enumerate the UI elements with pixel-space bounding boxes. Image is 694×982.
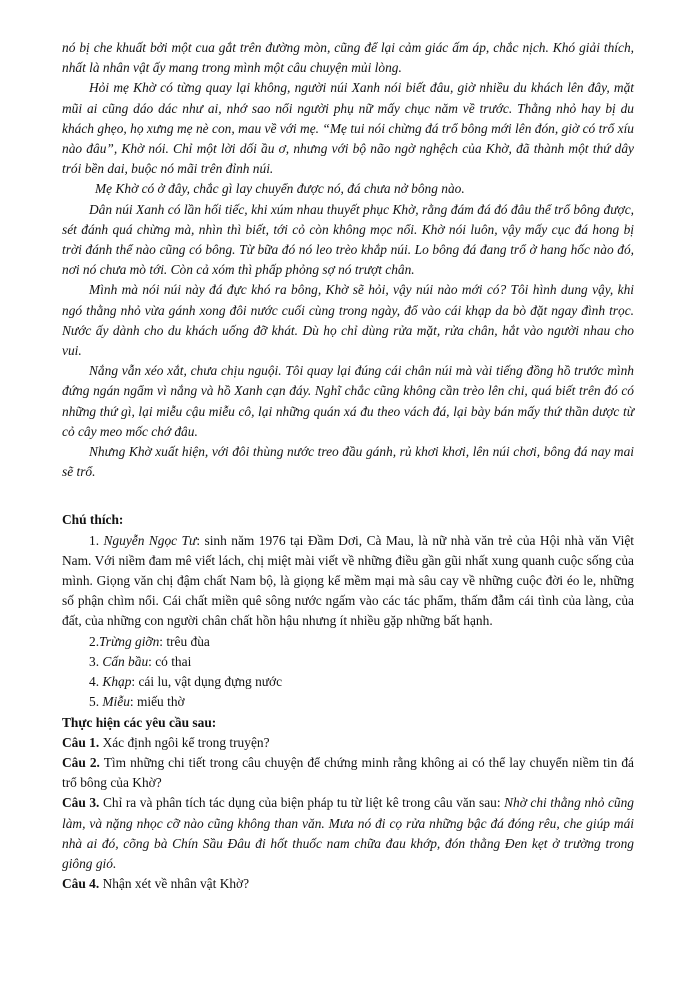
question-text: Chỉ ra và phân tích tác dụng của biện pháp tu từ liệt kê trong câu văn sau: xyxy=(99,795,505,811)
story-paragraph: Mẹ Khờ có ở đây, chắc gì lay chuyển được nó, đá chưa nở bông nào. xyxy=(95,181,465,197)
notes-heading: Chú thích: xyxy=(62,512,124,528)
note-number: 4. xyxy=(89,674,103,690)
question-text: Xác định ngôi kể trong truyện? xyxy=(99,734,270,750)
question-label: Câu 4. xyxy=(62,876,100,892)
note-item xyxy=(62,632,634,652)
question-text: Nhận xét về nhân vật Khờ? xyxy=(99,876,250,892)
note-term: Miễu xyxy=(102,694,130,710)
note-number: 2. xyxy=(89,633,100,649)
tasks-heading: Thực hiện các yêu cầu sau: xyxy=(62,714,217,730)
note-item xyxy=(62,531,634,632)
section-gap xyxy=(62,482,634,510)
question-2 xyxy=(62,753,634,793)
note-item xyxy=(62,652,634,672)
note-definition: : sinh năm 1976 tại Đầm Dơi, Cà Mau, là nữ nhà văn trẻ của Hội nhà văn Việt Nam. Với niềm đam mê viết lách, chị miệt mài viết về những điều gần gũi nhất xung quanh cuộc sống của mình. Giọng văn chị đậm chất Nam bộ, là giọng kể mềm mại mà sâu cay về những cuộc đời éo le, những số phận chìm nổi. Cái chất miền quê sông nước ngấm vào các tác phẩm, thấm đẫm cái tình của làng, của đất, của những con người chân chất hồn hậu nhưng ít nhiều gặp những bất hạnh. xyxy=(62,532,635,629)
note-number: 5. xyxy=(89,694,103,710)
question-label: Câu 3. xyxy=(62,795,100,811)
story-paragraph: Dân núi Xanh có lần hối tiếc, khi xúm nhau thuyết phục Khờ, rằng đám đá đó đâu thể trổ bông được, sét đánh quá chừng mà, nhìn thì biết, tới cỏ còn không mọc nổi. Khờ nói luôn, vậy mấy cục đá hong bị trời đánh thể nào cũng có bông. Từ bữa đó nó leo trèo khắp núi. Lo bông đá đang trổ ở hang hốc nào đó, nơi nó chưa mò tới. Còn cả xóm thì phấp phỏng sợ nó trượt chân. xyxy=(62,201,634,278)
note-item xyxy=(62,692,634,712)
note-item xyxy=(62,672,634,692)
question-1 xyxy=(62,733,634,753)
question-3 xyxy=(62,793,634,874)
note-definition: : có thai xyxy=(148,653,192,669)
question-4 xyxy=(62,874,634,894)
note-term: Trừng giỡn xyxy=(99,633,160,649)
question-text: Tìm những chi tiết trong câu chuyện để chứng minh rằng không ai có thể lay chuyển niềm tin đá trổ bông của Khờ? xyxy=(62,754,634,791)
note-number: 3. xyxy=(89,653,103,669)
note-definition: : cái lu, vật dụng đựng nước xyxy=(131,674,283,690)
note-term: Khạp xyxy=(102,674,132,690)
story-paragraph: Nắng vẫn xéo xắt, chưa chịu nguội. Tôi quay lại đúng cái chân núi mà vài tiếng đồng hồ trước mình đứng ngán ngẩm vì nắng và hồ Xanh cạn đáy. Nghĩ chắc cũng không cần trèo lên chi, quá biết trên đó có những thứ gì, lại miễu cậu miễu cô, lại những quán xá đu theo vách đá, lại bày bán mấy thứ thần dược từ cỏ cây meo mốc chớ đâu. xyxy=(62,363,634,439)
story-paragraph: Hỏi mẹ Khờ có từng quay lại không, người núi Xanh nói biết đâu, giờ nhiều du khách lên đây, mặt mũi ai cũng dáo dác như ai, nhớ sao nổi người phụ nữ mấy chục năm về trước. Thằng nhỏ hay bị du khách ghẹo, họ xưng mẹ nè con, mau về với mẹ. “Mẹ tui nói chừng đá trổ bông mới lên đón, giờ có trổ xíu nào đâu”, Khờ nói. Chỉ một lời dối ầu ơ, nhưng với bộ não ngờ nghệch của Khờ, đã thành một thứ dây trói bền dai, buộc nó mãi trên đỉnh núi. xyxy=(62,80,634,177)
story-paragraph: nó bị che khuất bởi một cua gắt trên đường mòn, cũng để lại cảm giác ấm áp, chắc nịch. Khó giải thích, nhất là nhân vật ấy mang trong mình một câu chuyện mủi lòng. xyxy=(62,40,634,76)
question-quote: Nhờ chi thằng nhỏ cũng làm, và nặng nhọc cỡ nào cũng không than văn. Mưa nó đi cọ rửa những bậc đá đóng rêu, che giúp mái nhà ai đó, cõng bà Chín Sầu Đâu đi hốt thuốc nam chữa đau khớp, đón thằng Đen kẹt ở trường trong giông gió. xyxy=(62,795,634,871)
document-page xyxy=(62,38,634,894)
story-paragraph: Nhưng Khờ xuất hiện, với đôi thùng nước treo đầu gánh, rủ khơi khơi, lên núi chơi, bông đá nay mai sẽ trổ. xyxy=(62,444,634,480)
story-paragraph: Mình mà nói núi này đá đực khó ra bông, Khờ sẽ hỏi, vậy núi nào mới có? Tôi hình dung vậy, khi ngó thằng nhỏ vừa gánh xong đôi nước cuối cùng trong ngày, đổ vào cái khạp da bò đặt ngay đình trọc. Nước ấy dành cho du khách uống đỡ khát. Dù họ chỉ dùng rửa mặt, rửa chân, hắt vào người nhau cho vui. xyxy=(62,282,634,359)
question-label: Câu 2. xyxy=(62,754,100,770)
note-definition: : trêu đùa xyxy=(159,633,210,649)
note-term: Nguyễn Ngọc Tư xyxy=(103,532,197,548)
note-number: 1. xyxy=(89,532,104,548)
question-label: Câu 1. xyxy=(62,734,100,750)
note-term: Cấn bầu xyxy=(102,653,149,669)
note-definition: : miếu thờ xyxy=(129,694,185,710)
